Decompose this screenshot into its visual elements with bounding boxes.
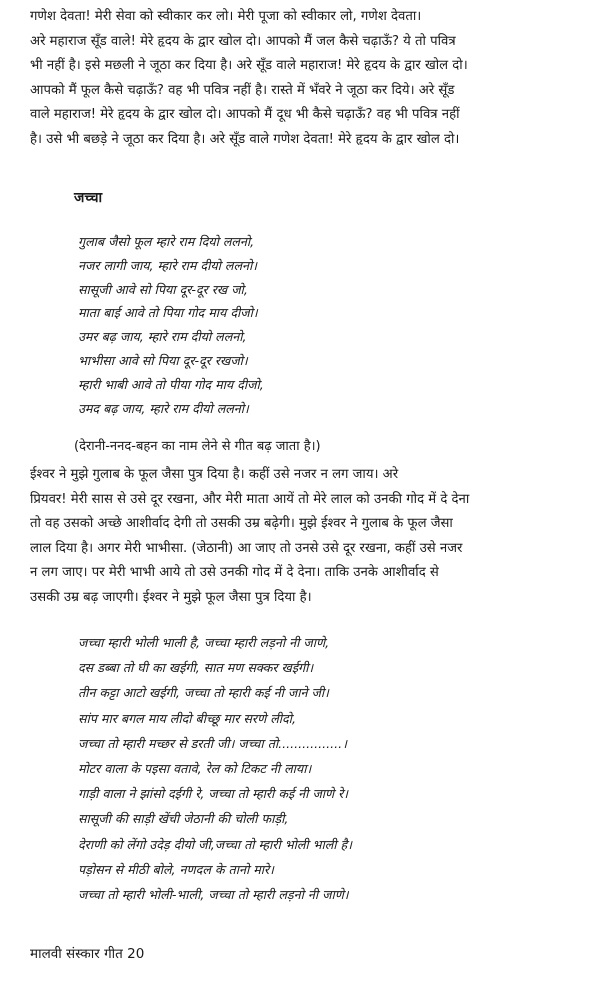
verse-line: जच्चा तो म्हारी भोली-भाली, जच्चा तो म्हारी लड़नो नी जाणे। [78, 887, 349, 903]
verse-line: जच्चा तो म्हारी मच्छर से डरती जी। जच्चा तो................। [78, 735, 347, 751]
verse-line: देराणी को लेंगो उदेड़ दीयो जी,जच्चा तो म्हारी भोली भाली है। [78, 836, 353, 852]
paragraph-line: है। उसे भी बछड़े ने जूठा कर दिया है। अरे सूँड वाले गणेश देवता! मेरे हृदय के द्वार खोल दो। [30, 131, 460, 147]
section-heading: जच्चा [74, 190, 103, 206]
verse-line: सासूजी की साड़ी खेंची जेठानी की चोली फाड़ी, [78, 811, 289, 827]
second-verse [78, 630, 352, 907]
verse-line: सासूजी आवे सो पिया दूर-दूर रख जो, [78, 281, 248, 297]
paragraph-line: प्रियवर! मेरी सास से उसे दूर रखना, और मेरी माता आयें तो मेरे लाल को उनकी गोद में दे देना [30, 491, 470, 507]
paragraph-line: न लग जाए। पर मेरी भाभी आये तो उसे उनकी गोद में दे देना। ताकि उनके आशीर्वाद से [30, 565, 439, 581]
verse-note: (देरानी-ननद-बहन का नाम लेने से गीत बढ़ जाता है।) [74, 439, 321, 454]
verse-line: तीन कट्टा आटो खईगी, जच्चा तो म्हारी कई नी जाने जी। [78, 685, 329, 701]
paragraph-line: गणेश देवता! मेरी सेवा को स्वीकार कर लो। मेरी पूजा को स्वीकार लो, गणेश देवता। [30, 9, 422, 24]
verse-line: दस डब्बा तो घी का खईगी, सात मण सक्कर खईगी। [78, 660, 314, 676]
paragraph-line: ईश्वर ने मुझे गुलाब के फूल जैसा पुत्र दिया है। कहीं उसे नजर न लग जाय। अरे [30, 467, 399, 482]
verse-line: म्हारी भाबी आवे तो पीया गोद माय दीजो, [78, 376, 264, 392]
verse-line: उमर बढ़ जाय, म्हारे राम दीयो ललनो, [78, 329, 247, 345]
paragraph-line: अरे महाराज सूँड वाले! मेरे हृदय के द्वार खोल दो। आपको मैं जल कैसे चढ़ाऊँ? ये तो पवित्र [30, 33, 456, 49]
verse-line: मोटर वाला के पइसा वतावे, रेल को टिकट नी लाया। [78, 761, 312, 777]
verse-line: गुलाब जैसो फूल म्हारे राम दियो ललनो, [78, 234, 255, 249]
jachcha-verse [78, 230, 264, 420]
ganesh-paragraph [30, 5, 590, 153]
paragraph-line: आपको मैं फूल कैसे चढ़ाऊँ? वह भी पवित्र नहीं है। रास्ते में भँवरे ने जूठा कर दिये। अरे सूँड [30, 82, 455, 98]
paragraph-line: भी नहीं है। इसे मछली ने जूठा कर दिया है। अरे सूँड वाले महाराज! मेरे हृदय के द्वार खोल दो। [30, 58, 468, 74]
page-footer: मालवी संस्कार गीत 20 [30, 946, 145, 962]
verse-line: नजर लागी जाय, म्हारे राम दीयो ललनो। [78, 257, 258, 273]
paragraph-line: तो वह उसको अच्छे आशीर्वाद देगी तो उसकी उम्र बढ़ेगी। मुझे ईश्वर ने गुलाब के फूल जैसा [30, 516, 453, 532]
verse-line: सांप मार बगल माय लीदो बीच्छू मार सरणे लीदो, [78, 710, 296, 726]
verse-line: माता बाई आवे तो पिया गोद माय दीजो। [78, 305, 258, 321]
verse-line: उमद बढ़ जाय, म्हारे राम दीयो ललनो। [78, 400, 249, 416]
verse-line: गाड़ी वाला ने झांसो दईगी रे, जच्चा तो म्हारी कई नी जाणे रे। [78, 786, 349, 802]
verse-line: जच्चा म्हारी भोली भाली है, जच्चा म्हारी लड़नो नी जाणे, [78, 635, 330, 650]
meaning-paragraph [30, 463, 590, 611]
paragraph-line: वाले महाराज! मेरे हृदय के द्वार खोल दो। आपको मैं दूध भी कैसे चढ़ाऊँ? वह भी पवित्र नहीं [30, 107, 460, 123]
verse-line: पड़ोसन से मीठी बोले, नणदल के तानो मारे। [78, 861, 274, 877]
paragraph-line: उसकी उम्र बढ़ जाएगी। ईश्वर ने मुझे फूल जैसा पुत्र दिया है। [30, 589, 312, 605]
verse-line: भाभीसा आवे सो पिया दूर-दूर रखजो। [78, 352, 248, 368]
paragraph-line: लाल दिया है। अगर मेरी भाभीसा. (जेठानी) आ जाए तो उनसे उसे दूर रखना, कहीं उसे नजर [30, 540, 463, 556]
